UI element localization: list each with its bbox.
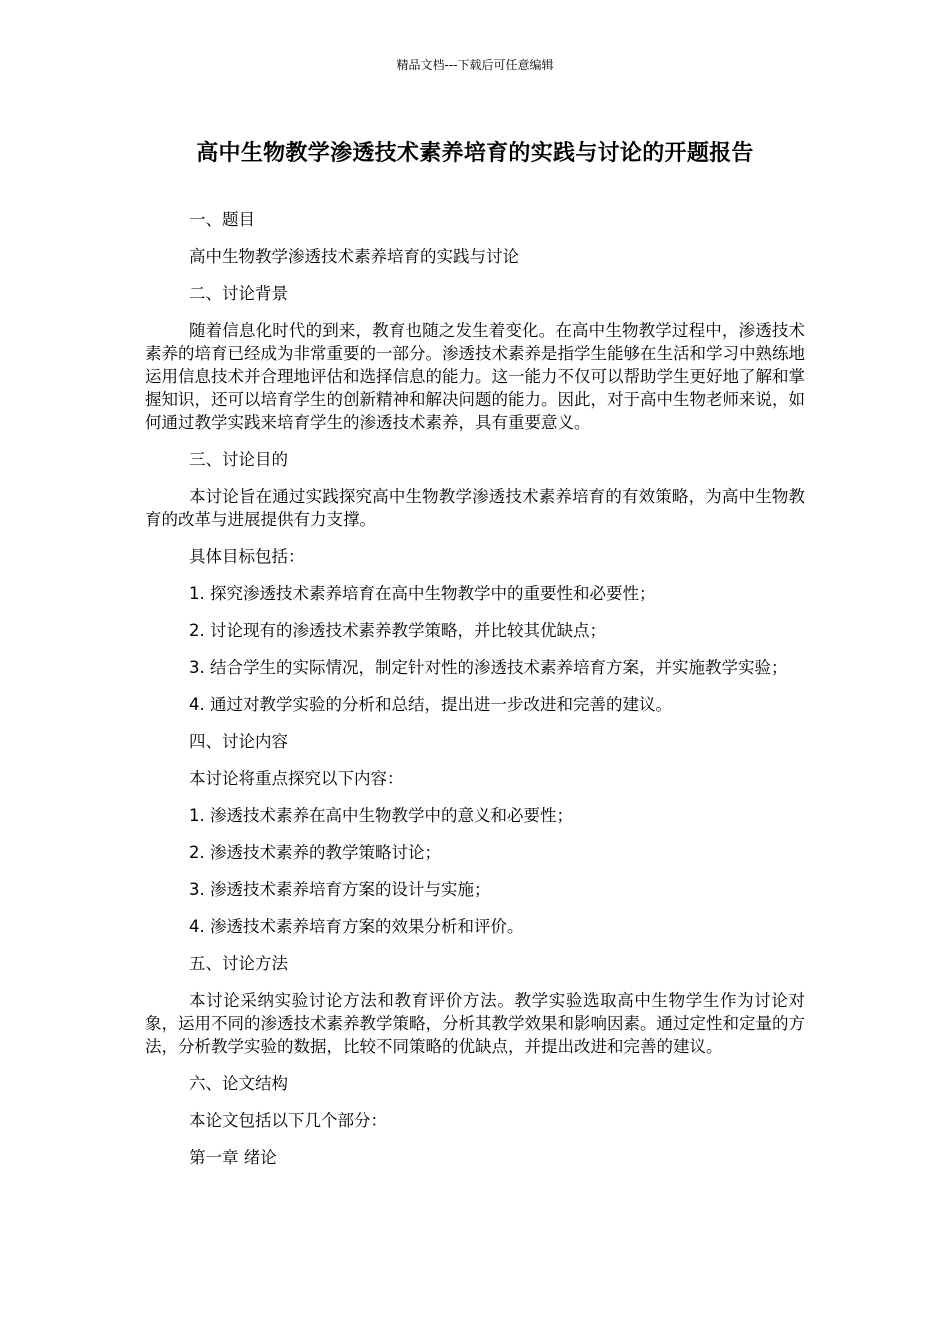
content-intro: 本讨论将重点探究以下内容：: [189, 769, 404, 788]
topic-text: 高中生物教学渗透技术素养培育的实践与讨论: [189, 247, 519, 266]
chapter-item: 第一章 绪论: [189, 1148, 277, 1167]
structure-intro: 本论文包括以下几个部分：: [189, 1111, 387, 1130]
objective-item: 3. 结合学生的实际情况，制定针对性的渗透技术素养培育方案，并实施教学实验；: [189, 658, 788, 677]
document-title: 高中生物教学渗透技术素养培育的实践与讨论的开题报告: [196, 141, 754, 166]
content-item: 2. 渗透技术素养的教学策略讨论；: [189, 843, 441, 862]
section-heading-structure: 六、论文结构: [189, 1074, 288, 1093]
content-item: 3. 渗透技术素养培育方案的设计与实施；: [189, 880, 491, 899]
section-heading-background: 二、讨论背景: [189, 284, 288, 303]
section-heading-content: 四、讨论内容: [189, 732, 288, 751]
method-paragraph: 本讨论采纳实验讨论方法和教育评价方法。教学实验选取高中生物学生作为讨论对象，运用不同的渗透技术素养教学策略，分析其教学效果和影响因素。通过定性和定量的方法，分析教学实验的数据，比较不同策略的优缺点，并提出改进和完善的建议。: [145, 991, 805, 1056]
background-paragraph: 随着信息化时代的到来，教育也随之发生着变化。在高中生物教学过程中，渗透技术素养的培育已经成为非常重要的一部分。渗透技术素养是指学生能够在生活和学习中熟练地运用信息技术并合理地评估和选择信息的能力。这一能力不仅可以帮助学生更好地了解和掌握知识，还可以培育学生的创新精神和解决问题的能力。因此，对于高中生物老师来说，如何通过教学实践来培育学生的渗透技术素养，具有重要意义。: [145, 321, 805, 432]
content-item: 1. 渗透技术素养在高中生物教学中的意义和必要性；: [189, 806, 573, 825]
document-body: [145, 208, 805, 1183]
objective-item: 1. 探究渗透技术素养培育在高中生物教学中的重要性和必要性；: [189, 584, 656, 603]
section-heading-topic: 一、题目: [189, 210, 255, 229]
section-heading-method: 五、讨论方法: [189, 954, 288, 973]
header-note: 精品文档---下载后可任意编辑: [396, 58, 554, 72]
section-heading-purpose: 三、讨论目的: [189, 450, 288, 469]
objective-item: 2. 讨论现有的渗透技术素养教学策略，并比较其优缺点；: [189, 621, 606, 640]
objectives-intro: 具体目标包括：: [189, 547, 305, 566]
content-item: 4. 渗透技术素养培育方案的效果分析和评价。: [189, 917, 524, 936]
purpose-paragraph: 本讨论旨在通过实践探究高中生物教学渗透技术素养培育的有效策略，为高中生物教育的改革与进展提供有力支撑。: [145, 487, 805, 529]
objective-item: 4. 通过对教学实验的分析和总结，提出进一步改进和完善的建议。: [189, 695, 672, 714]
